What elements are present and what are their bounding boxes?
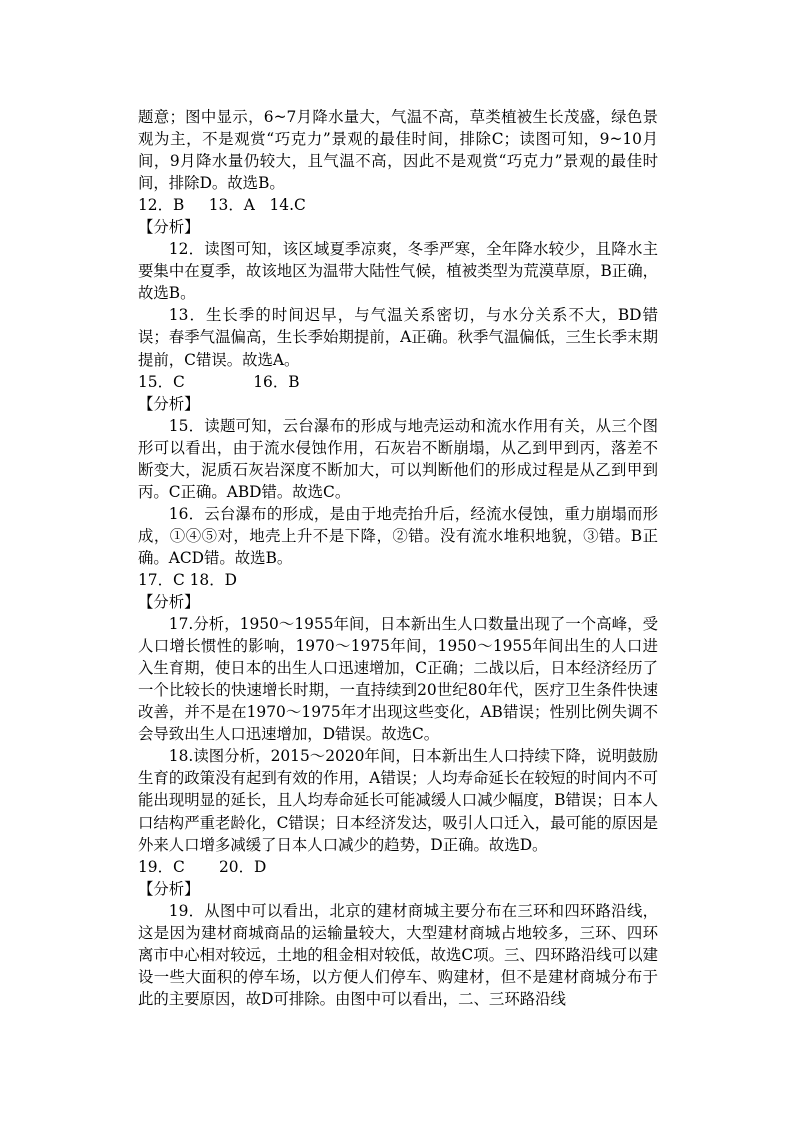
answer-line-19-20: 19．C 20．D <box>138 857 267 876</box>
analysis-heading: 【分析】 <box>138 394 200 413</box>
answer-line-17-18: 17．C 18．D <box>138 570 237 589</box>
answer-explanation-text <box>138 106 658 1010</box>
explanation-13: 13．生长季的时间迟早，与气温关系密切，与水分关系不大，BD错误；春季气温偏高，生长季始期提前，A正确。秋季气温偏低，三生长季末期提前，C错误。故选A。 <box>138 306 658 369</box>
explanation-12: 12．读图可知，该区域夏季凉爽，冬季严寒，全年降水较少，且降水主要集中在夏季，故该地区为温带大陆性气候，植被类型为荒漠草原，B正确，故选B。 <box>138 240 658 303</box>
explanation-15: 15．读题可知，云台瀑布的形成与地壳运动和流水作用有关，从三个图形可以看出，由于流水侵蚀作用，石灰岩不断崩塌，从乙到甲到丙，落差不断变大，泥质石灰岩深度不断加大，可以判断他们的形成过程是从乙到甲到丙。C正确。ABD错。故选C。 <box>138 416 658 501</box>
analysis-heading: 【分析】 <box>138 879 200 898</box>
paragraph-intro: 题意；图中显示，6~7月降水量大，气温不高，草类植被生长茂盛，绿色景观为主，不是观赏“巧克力”景观的最佳时间，排除C；读图可知，9~10月间，9月降水量仍较大，且气温不高，因此不是观赏“巧克力”景观的最佳时间，排除D。故选B。 <box>138 108 658 193</box>
analysis-heading: 【分析】 <box>138 218 200 237</box>
analysis-heading: 【分析】 <box>138 593 200 612</box>
explanation-16: 16．云台瀑布的形成，是由于地壳抬升后，经流水侵蚀，重力崩塌而形成，①④⑤对，地壳上升不是下降，②错。没有流水堆积地貌，③错。B正确。ACD错。故选B。 <box>138 504 658 567</box>
answer-line-15-16: 15．C 16．B <box>138 372 300 391</box>
answer-line-12-14: 12．B 13．A 14.C <box>138 196 306 215</box>
explanation-18: 18.读图分析，2015～2020年间，日本新出生人口持续下降，说明鼓励生育的政策没有起到有效的作用，A错误；人均寿命延长在较短的时间内不可能出现明显的延长，且人均寿命延长可能减缓人口减少幅度，B错误；日本人口结构严重老龄化，C错误；日本经济发达，吸引人口迁入，最可能的原因是外来人口增多减缓了日本人口减少的趋势，D正确。故选D。 <box>138 747 658 854</box>
explanation-19: 19．从图中可以看出，北京的建材商城主要分布在三环和四环路沿线，这是因为建材商城商品的运输量较大，大型建材商城占地较多，三环、四环离市中心相对较远，土地的租金相对较低，故选C项。三、四环路沿线可以建设一些大面积的停车场，以方便人们停车、购建材，但不是建材商城分布于此的主要原因，故D可排除。由图中可以看出，二、三环路沿线 <box>138 901 658 1008</box>
explanation-17: 17.分析，1950～1955年间，日本新出生人口数量出现了一个高峰，受人口增长惯性的影响，1970～1975年间，1950～1955年间出生的人口进入生育期，使日本的出生人口迅速增加，C正确；二战以后，日本经济经历了一个比较长的快速增长时期，一直持续到20世纪80年代，医疗卫生条件快速改善，并不是在1970～1975年才出现这些变化，AB错误；性别比例失调不会导致出生人口迅速增加，D错误。故选C。 <box>138 615 658 744</box>
